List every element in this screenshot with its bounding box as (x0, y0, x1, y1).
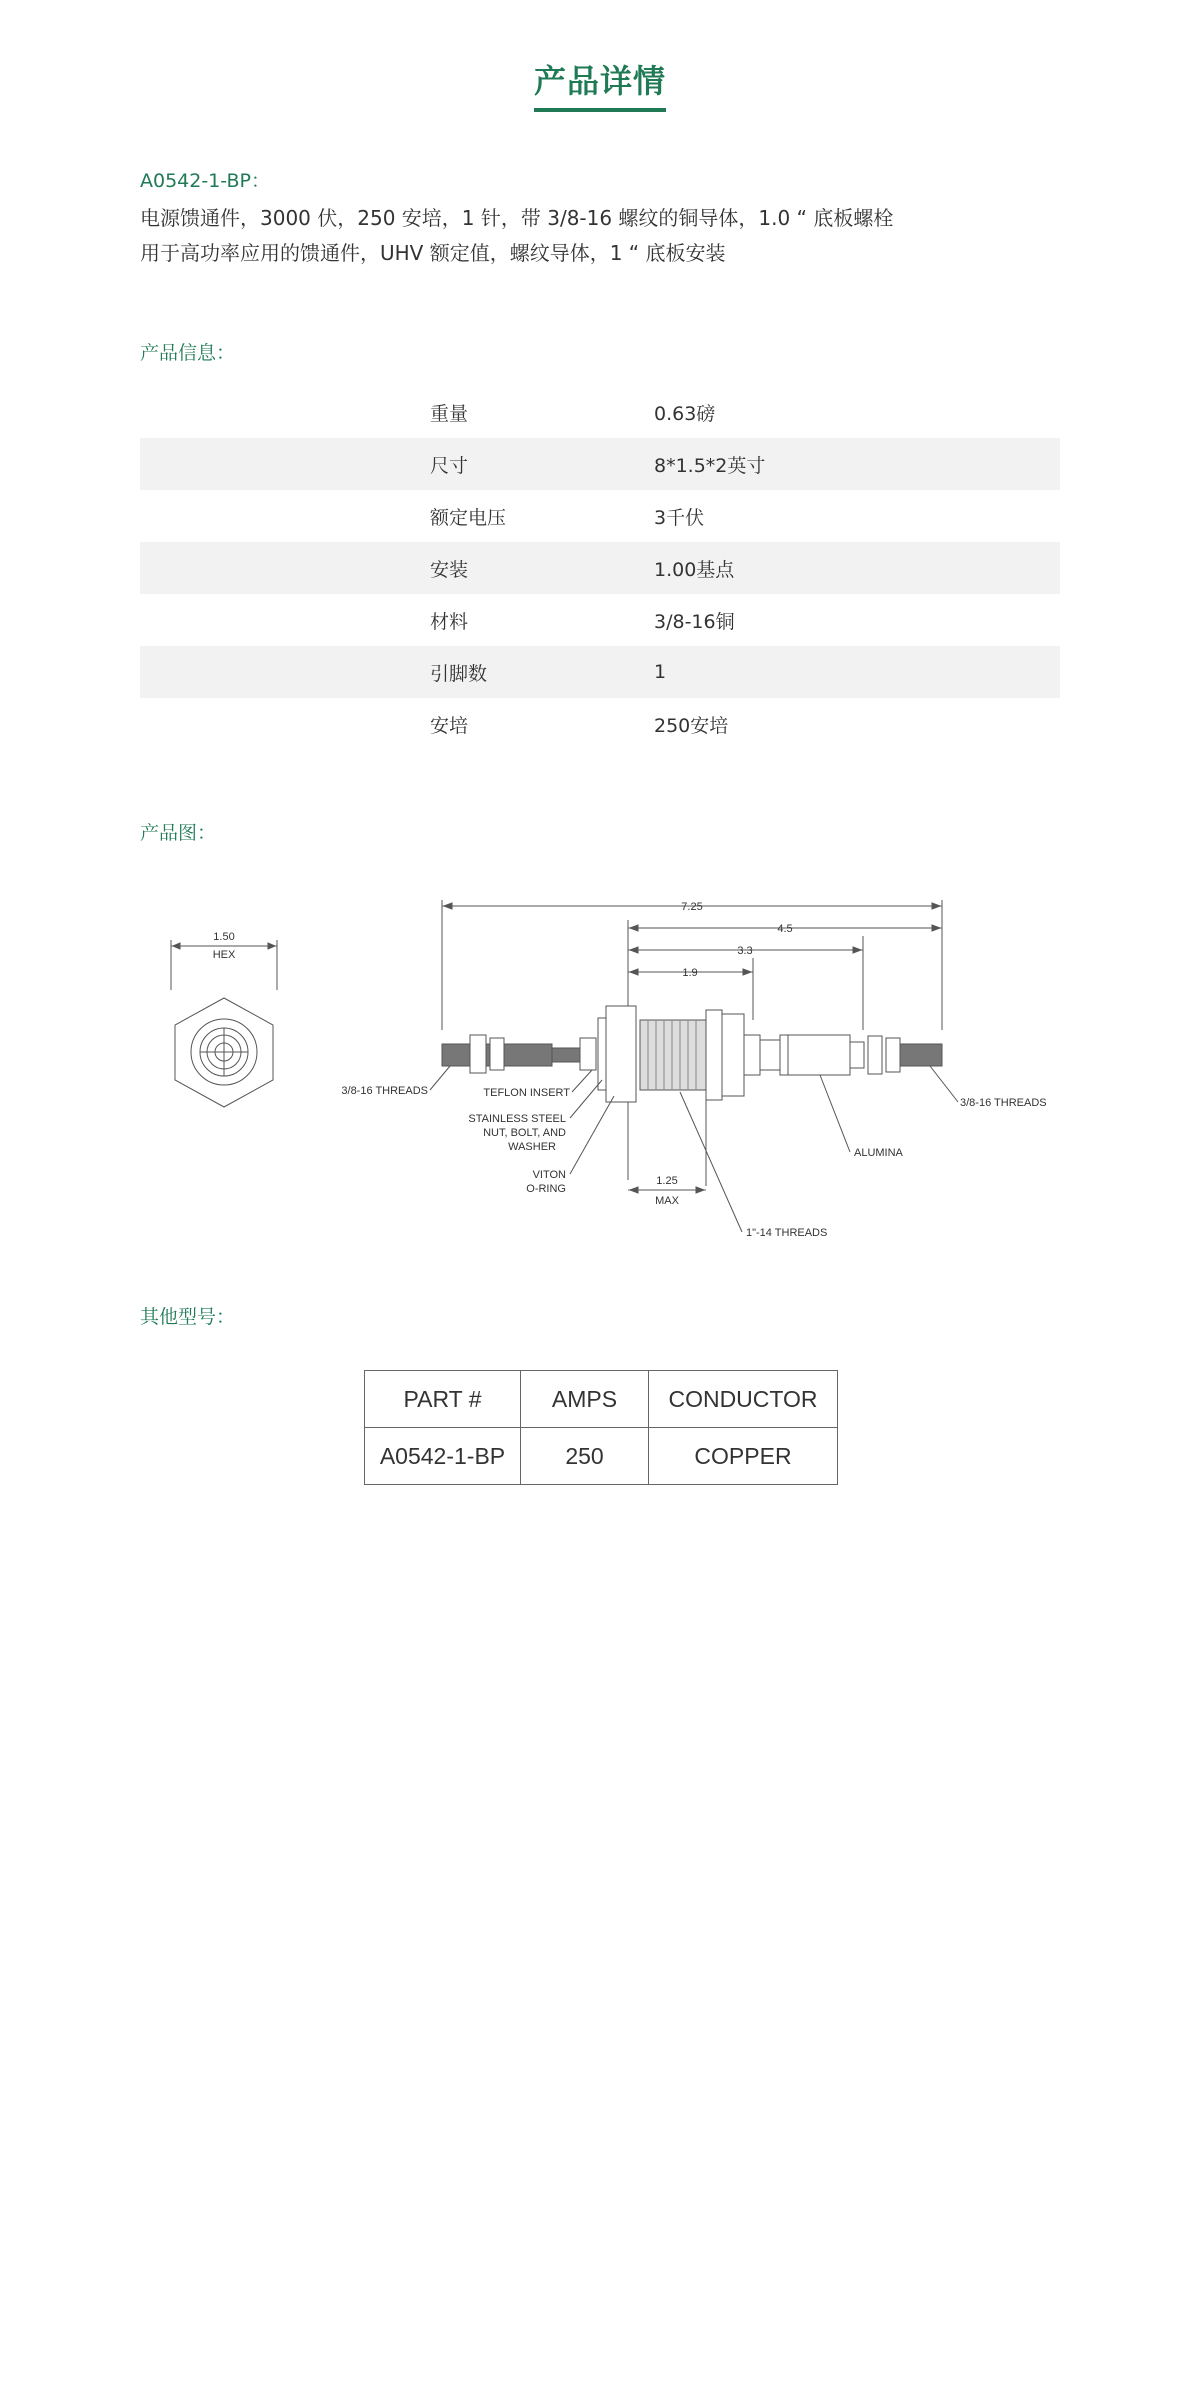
dim-1-9-label: 1.9 (682, 967, 698, 979)
info-value: 8*1.5*2英寸 (654, 454, 766, 477)
header-amps: AMPS (521, 1371, 649, 1428)
dim-max-label: MAX (655, 1195, 679, 1207)
product-technical-drawing (140, 870, 1060, 1250)
info-value: 3/8-16铜 (654, 610, 735, 633)
info-value: 3千伏 (654, 506, 705, 529)
viton-label-2: O-RING (526, 1183, 566, 1195)
header-part: PART # (365, 1371, 521, 1428)
hex-end-view (171, 931, 277, 1107)
dim-overall-label: 7.25 (681, 901, 703, 913)
threads-right-label: 3/8-16 THREADS (960, 1097, 1047, 1109)
info-value: 250安培 (654, 714, 729, 737)
table-header-row (365, 1371, 838, 1428)
dim-3-3-label: 3.3 (737, 945, 753, 957)
info-value: 0.63磅 (654, 402, 716, 425)
info-row-material (140, 594, 1060, 646)
alumina-label: ALUMINA (854, 1147, 903, 1159)
dim-4-5-label: 4.5 (777, 923, 793, 935)
info-value: 1.00基点 (654, 558, 735, 581)
cell-part: A0542-1-BP (365, 1428, 521, 1485)
model-label: A0542-1-BP： (140, 170, 270, 192)
stainless-steel-label-2: NUT, BOLT, AND (483, 1127, 566, 1139)
stainless-steel-label-1: STAINLESS STEEL (468, 1113, 566, 1125)
viton-label-1: VITON (532, 1169, 566, 1181)
info-key: 材料 (430, 610, 469, 633)
info-key: 引脚数 (430, 662, 488, 685)
other-models-table (364, 1370, 838, 1485)
stainless-steel-label-3: WASHER (508, 1141, 556, 1153)
info-row-weight (140, 386, 1060, 438)
info-value: 1 (654, 661, 667, 683)
threads-left-label: 3/8-16 THREADS (341, 1085, 428, 1097)
description-line-2: 用于高功率应用的馈通件，UHV 额定值，螺纹导体，1 “ 底板安装 (140, 241, 726, 265)
product-info-table (140, 386, 1060, 750)
one-inch-threads-label: 1"-14 THREADS (746, 1227, 828, 1239)
dim-1-25-label: 1.25 (656, 1175, 678, 1187)
page-title: 产品详情 (534, 56, 666, 112)
info-row-voltage (140, 490, 1060, 542)
info-row-mount (140, 542, 1060, 594)
info-key: 重量 (430, 402, 469, 425)
callouts (341, 1066, 1046, 1239)
info-row-amps (140, 698, 1060, 750)
info-section-label: 产品信息： (140, 342, 236, 364)
cell-conductor: COPPER (649, 1428, 838, 1485)
hex-dim-label: 1.50 (213, 931, 235, 943)
teflon-insert-label: TEFLON INSERT (483, 1087, 570, 1099)
info-row-pins (140, 646, 1060, 698)
info-key: 尺寸 (430, 454, 469, 477)
info-key: 安装 (430, 558, 469, 581)
cell-amps: 250 (521, 1428, 649, 1485)
header-conductor: CONDUCTOR (649, 1371, 838, 1428)
info-row-size (140, 438, 1060, 490)
description-line-1: 电源馈通件，3000 伏，250 安培，1 针，带 3/8-16 螺纹的铜导体，1.0 “ 底板螺栓 (140, 206, 894, 230)
drawing-section-label: 产品图： (140, 822, 217, 844)
hex-label: HEX (212, 949, 236, 961)
table-row (365, 1428, 838, 1485)
info-key: 额定电压 (430, 506, 507, 529)
other-models-label: 其他型号： (140, 1306, 236, 1328)
info-key: 安培 (430, 714, 469, 737)
